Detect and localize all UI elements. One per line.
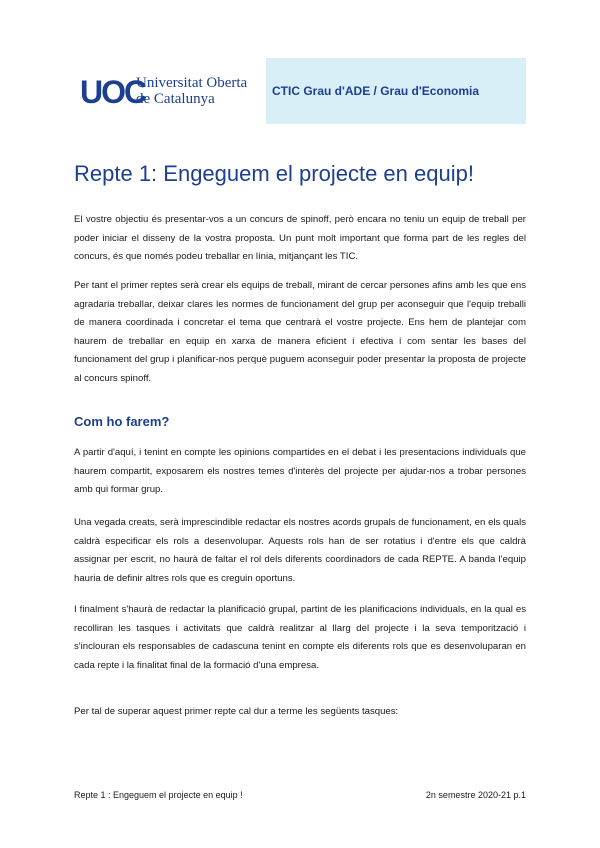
uoc-logo-mark-text: UOC (80, 74, 146, 110)
program-banner (266, 58, 526, 124)
section-paragraph-1: A partir d'aquí, i tenint en compte les opinions compartides en el debat i les presentacions individuals que haurem compartit, exposarem els nostres temes d'interès del projecte per ajudar-nos a trobar persones amb qui formar grup. (74, 447, 526, 495)
section-title: Com ho farem? (74, 414, 170, 429)
program-label: CTIC Grau d'ADE / Grau d'Economia (272, 84, 480, 98)
section-paragraph-2: Una vegada creats, serà imprescindible redactar els nostres acords grupals de funcionament, en els quals caldrà especificar els rols a desenvolupar. Aquests rols han de ser rotatius i d'entre els que caldrà assignar per escrit, no haurà de faltar el rol dels diferents coordinadors de cada REPTE. A banda l'equip hauria de definir altres rols que es creguin oportuns. (74, 517, 526, 584)
page-title: Repte 1: Engeguem el projecte en equip! (74, 161, 474, 186)
uoc-logo-text (136, 75, 247, 107)
intro-paragraph-2: Per tant el primer reptes serà crear els equips de treball, mirant de cercar persones afins amb les que ens agradaria treballar, deixar clares les normes de funcionament del grup per aconseguir que l'equip treballi de manera coordinada i concretar el tema que centrarà el vostre projecte. Ens hem de plantejar com haurem de treballar en equip en xarxa de manera eficient i efectiva i com sentar les bases del funcionament del grup i planificar-nos perquè puguem aconseguir poder presentar la proposta de projecte al concurs spinoff. (74, 280, 526, 384)
uoc-logo (74, 58, 264, 124)
intro-paragraph-1: El vostre objectiu és presentar-vos a un concurs de spinoff, però encara no teniu un equip de treball per poder iniciar el disseny de la vostra proposta. Un punt molt important que forma part de les regles del concurs, és que només podeu treballar en línia, mitjançant les TIC. (74, 214, 526, 262)
footer-right: 2n semestre 2020-21 p.1 (425, 790, 526, 800)
footer-left: Repte 1 : Engeguem el projecte en equip ! (74, 790, 243, 800)
section-paragraph-3: I finalment s'haurà de redactar la planificació grupal, partint de les planificacions individuals, en la qual es recolliran les tasques i activitats que caldrà realitzar al llarg del projecte i la seva temporització i s'inclouran els responsables de cadascuna tenint en compte els diferents rols que es desenvoluparan en cada repte i la finalitat final de la formació d'una empresa. (74, 604, 526, 671)
uoc-logo-mark (80, 73, 146, 110)
logo-line-2: de Catalunya (136, 91, 215, 107)
page-footer (74, 790, 526, 800)
document-header (74, 58, 526, 124)
logo-line-1: Universitat Oberta (136, 75, 248, 91)
section-paragraph-4: Per tal de superar aquest primer repte cal dur a terme les següents tasques: (74, 706, 399, 717)
